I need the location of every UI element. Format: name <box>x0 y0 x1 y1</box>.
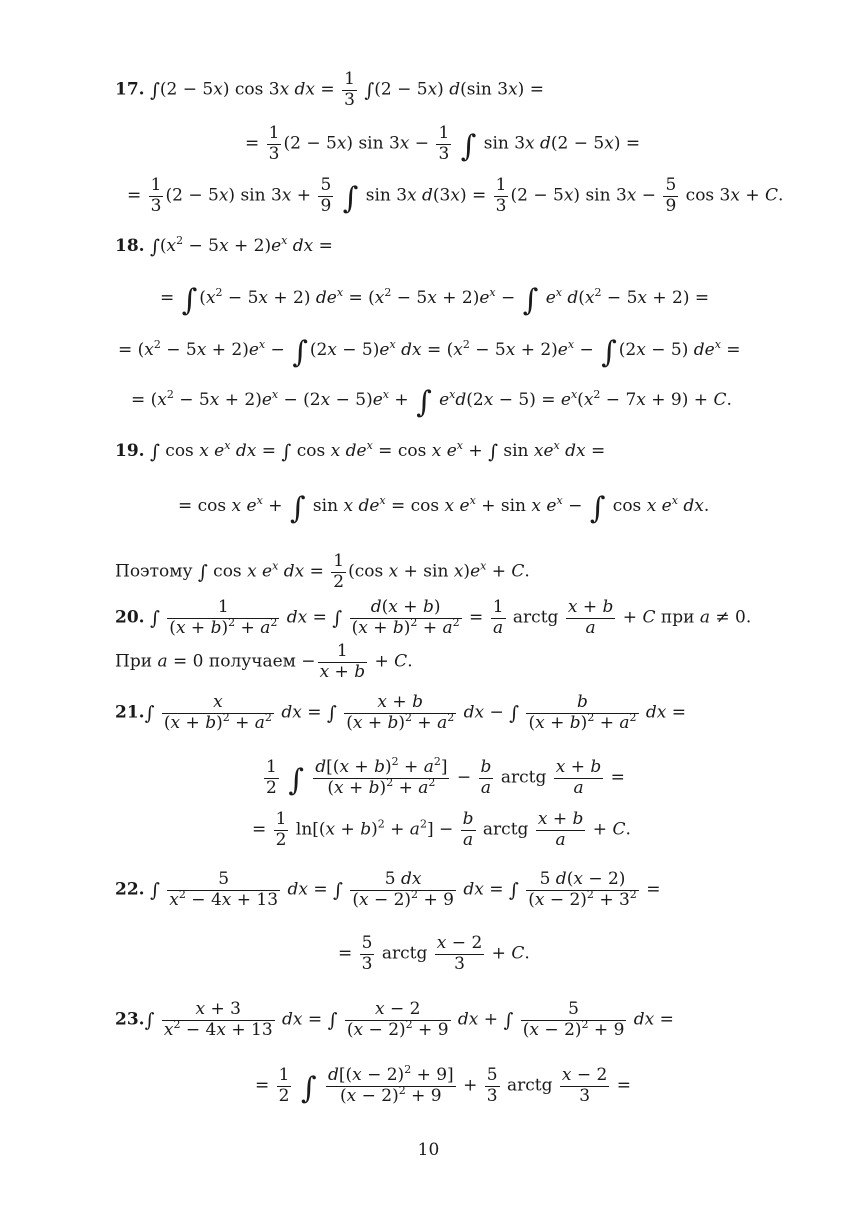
problem-number: 22. <box>115 879 145 900</box>
problem-18-line-4: = $(x^2 - 5x + 2)e^x - (2x - 5)e^x$ + ∫ $e^xd(2x - 5) = e^x(x^2 - 7x + 9) + C$. <box>131 385 732 420</box>
problem-number: 20. <box>115 607 145 628</box>
problem-21-line-3: = $\frac{1}{2}$ $\ln[(x + b)^2 + a^2]$ − $\frac{b}{a}$ arctg $\frac{x + b}{a}$ + C. <box>252 809 631 850</box>
problem-18-line-3: = $(x^2 - 5x + 2)e^x$ − ∫ $(2x - 5)e^x$ dx = $(x^2 - 5x + 2)e^x$ − ∫ (2x − 5) $de^x$ = <box>118 335 741 370</box>
problem-18-line-2: = ∫ $(x^2 - 5x + 2) de^x = (x^2 - 5x + 2)e^x$ − ∫ $e^x$ $d(x^2 - 5x + 2)$ = <box>160 283 710 318</box>
word-when-cap: При <box>115 651 153 672</box>
problem-number: 18. <box>115 236 145 256</box>
problem-19-line-2: = cos x $e^x$ + ∫ sin x $de^x = \cos x$ $e^x + \sin x$ $e^x$ − ∫ cos x $e^x$ dx. <box>178 491 710 526</box>
word-we-get: получаем <box>208 651 296 672</box>
problem-19-line-1: 19. ∫ cos x $e^x$ dx = ∫ cos x $de^x = \cos x$ $e^x$ + ∫ $\sin xe^x$ dx = <box>115 439 606 463</box>
problem-20-line-1: 20. ∫ $\frac{1}{(x + b)^2 + a^2}$ dx = ∫ $\frac{d(x + b)}{(x + b)^2 + a^2}$ = $\frac{1}{a}$ arctg $\frac{x + b}{a}$ + C при a ≠ 0. <box>115 597 752 638</box>
problem-23-line-2: = $\frac{1}{2}$ ∫ $\frac{d[(x - 2)^2 + 9]}{(x - 2)^2 + 9}$ + $\frac{5}{3}$ arctg $\frac{x - 2}{3}$ = <box>255 1063 632 1106</box>
page-number: 10 <box>417 1140 440 1160</box>
problem-17-line-1: 17. ∫(2 − 5x) cos 3x dx = $\frac{1}{3}$ ∫(2 − 5x) d(sin 3x) = <box>115 69 544 110</box>
problem-18-line-1: 18. $\int(x^2 - 5x + 2)e^x$ dx = <box>115 234 333 258</box>
problem-17-line-3: = $\frac{1}{3}$ (2 − 5x) sin 3x + $\frac{5}{9}$ ∫ sin 3x d(3x) = $\frac{1}{3}$ (2 − 5x) sin 3x − $\frac{5}{9}$ cos 3x + C. <box>127 175 784 216</box>
word-therefore: Поэтому <box>115 561 193 582</box>
problem-number: 17. <box>115 79 145 100</box>
problem-21-line-2: $\frac{1}{2}$ ∫ $\frac{d[(x + b)^2 + a^2]}{(x + b)^2 + a^2}$ − $\frac{b}{a}$ arctg $\frac{x + b}{a}$ = <box>266 755 625 798</box>
problem-number: 23. <box>115 1009 145 1030</box>
word-when: при <box>660 607 695 628</box>
problem-22-line-2: = $\frac{5}{3}$ arctg $\frac{x - 2}{3}$ + C. <box>338 933 530 974</box>
problem-21-line-1: 21.∫ $\frac{x}{(x + b)^2 + a^2}$ dx = ∫ $\frac{x + b}{(x + b)^2 + a^2}$ dx − ∫ $\frac{b}{(x + b)^2 + a^2}$ dx = <box>115 692 687 733</box>
problem-17-line-2: = $\frac{1}{3}$ (2 − 5x) sin 3x − $\frac{1}{3}$ ∫ sin 3x d(2 − 5x) = <box>245 123 641 164</box>
problem-23-line-1: 23.∫ $\frac{x + 3}{x^2 - 4x + 13}$ dx = ∫ $\frac{x - 2}{(x - 2)^2 + 9}$ dx + ∫ $\frac{5}{(x - 2)^2 + 9}$ dx = <box>115 999 674 1040</box>
problem-22-line-1: 22. ∫ $\frac{5}{x^2 - 4x + 13}$ dx = ∫ $\frac{5 dx}{(x - 2)^2 + 9}$ dx = ∫ $\frac{5 d(x - 2)}{(x - 2)^2 + 3^2}$ = <box>115 869 661 910</box>
problem-20-line-2: При a = 0 получаем − $\frac{1}{x + b}$ + C. <box>115 641 413 682</box>
problem-19-line-3: Поэтому ∫ cos x $e^x$ dx = $\frac{1}{2}$ (cos $x + \sin x)e^x + C$. <box>115 551 530 592</box>
problem-number: 19. <box>115 441 145 461</box>
problem-number: 21. <box>115 702 145 723</box>
